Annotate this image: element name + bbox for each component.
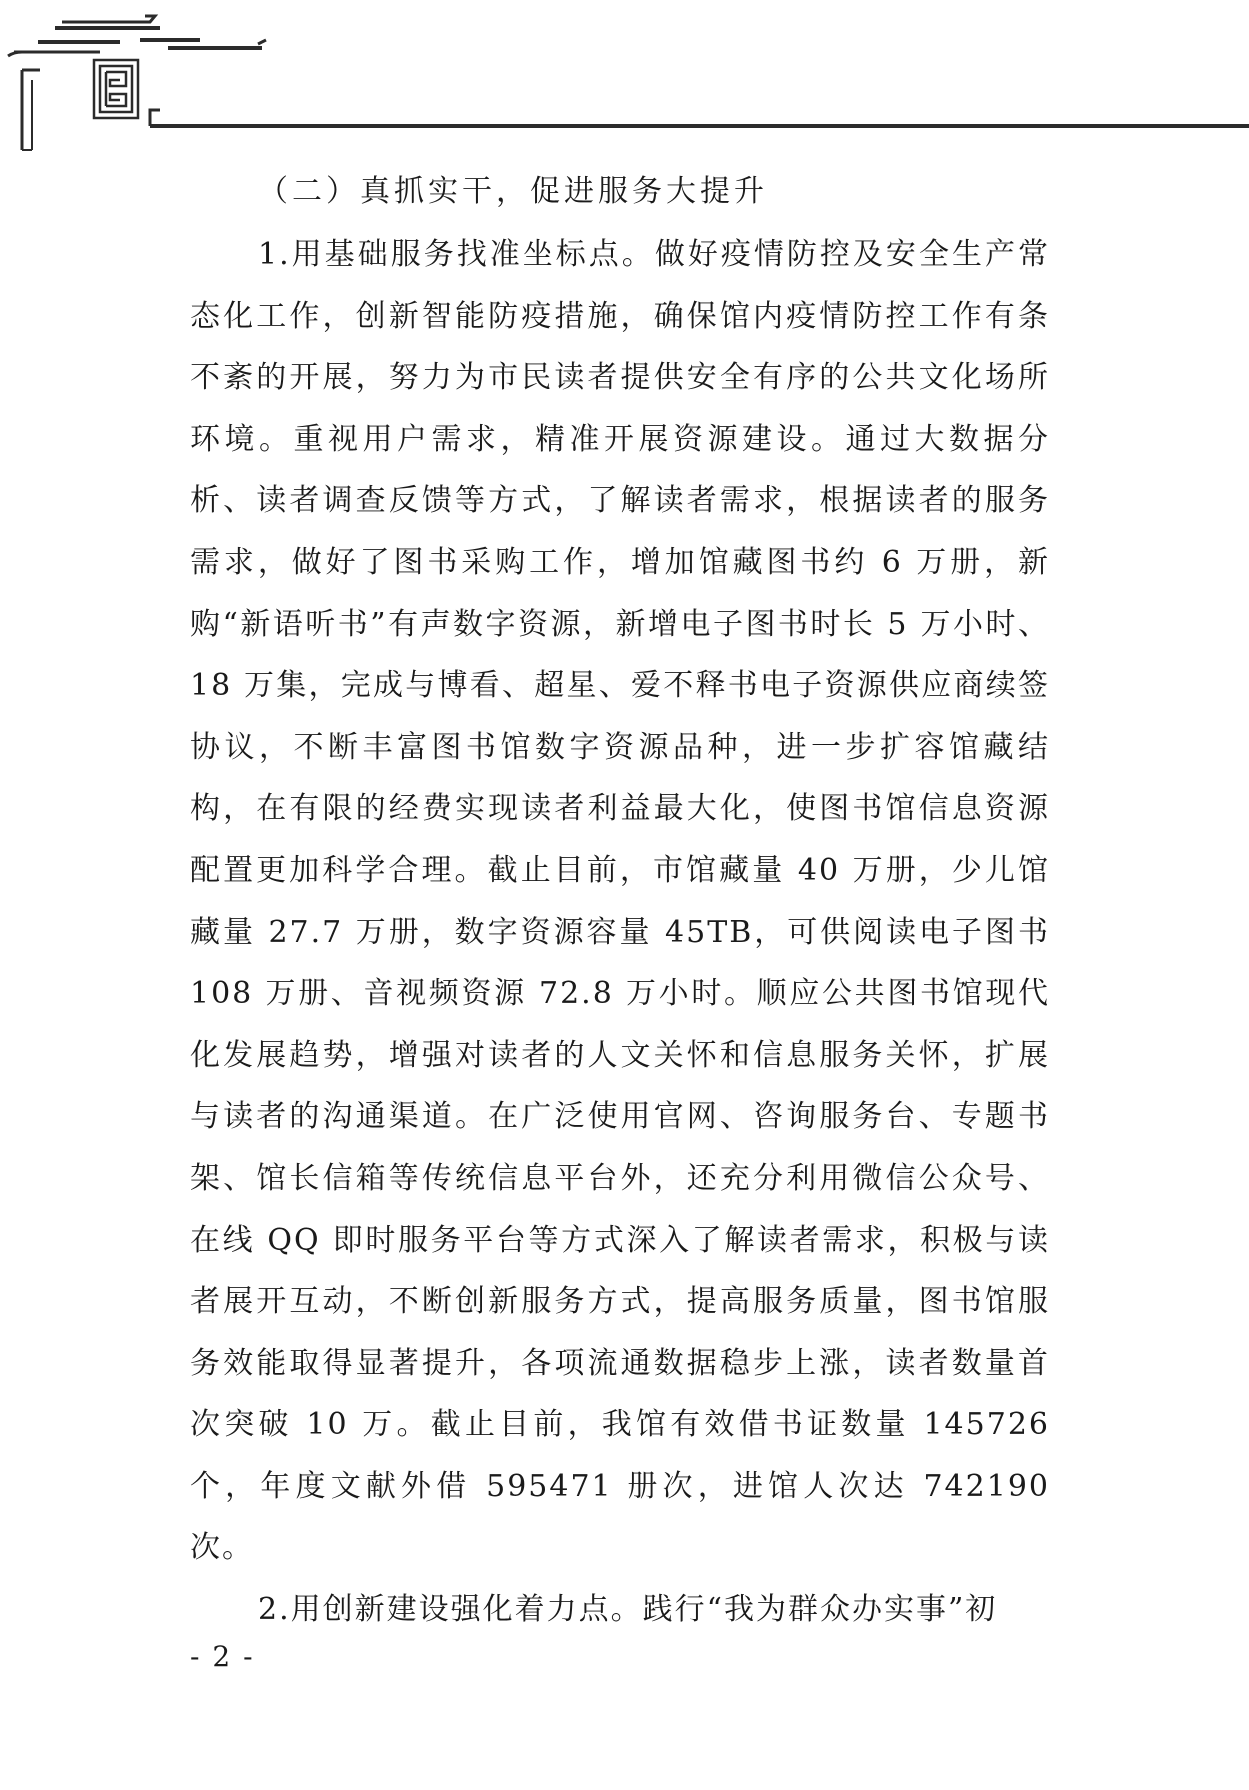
header-ornament: [0, 0, 1249, 160]
paragraph-2: 2.用创新建设强化着力点。践行“我为群众办实事”初: [258, 1592, 998, 1628]
section-heading: （二）真抓实干，促进服务大提升: [258, 174, 768, 209]
paragraph-1: 1.用基础服务找准坐标点。做好疫情防控及安全生产常态化工作，创新智能防疫措施，确保馆内疫情防控工作有条不紊的开展，努力为市民读者提供安全有序的公共文化场所环境。重视用户需求，精准开展资源建设。通过大数据分析、读者调查反馈等方式，了解读者需求，根据读者的服务需求，做好了图书采购工作，增加馆藏图书约 6 万册，新购“新语听书”有声数字资源，新增电子图书时长 5 万小时、18 万集，完成与博看、超星、爱不释书电子资源供应商续签协议，不断丰富图书馆数字资源品种，进一步扩容馆藏结构，在有限的经费实现读者利益最大化，使图书馆信息资源配置更加科学合理。截止目前，市馆藏量 40 万册，少儿馆藏量 27.7 万册，数字资源容量 45TB，可供阅读电子图书 108 万册、音视频资源 72.8 万小时。顺应公共图书馆现代化发展趋势，增强对读者的人文关怀和信息服务关怀，扩展与读者的沟通渠道。在广泛使用官网、咨询服务台、专题书架、馆长信箱等传统信息平台外，还充分利用微信公众号、在线 QQ 即时服务平台等方式深入了解读者需求，积极与读者展开互动，不断创新服务方式，提高服务质量，图书馆服务效能取得显著提升，各项流通数据稳步上涨，读者数量首次突破 10 万。截止目前，我馆有效借书证数量 145726 个，年度文献外借 595471 册次，进馆人次达 742190 次。: [190, 237, 1050, 1566]
page-number: - 2 -: [190, 1640, 255, 1673]
roof-eave-top: [62, 16, 155, 22]
document-body: [190, 160, 1050, 1641]
lattice-window-icon: [94, 60, 138, 118]
